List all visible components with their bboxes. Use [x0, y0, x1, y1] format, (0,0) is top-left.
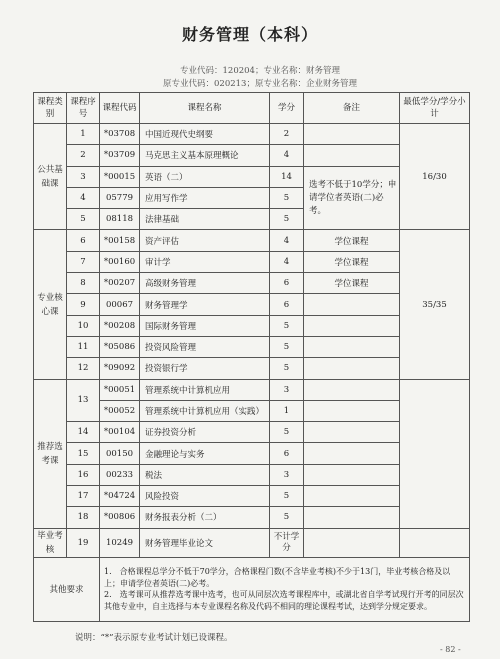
row-name: 应用写作学 [140, 187, 270, 208]
row-name: 马克思主义基本原理概论 [140, 145, 270, 166]
row-name: 风险投资 [140, 486, 270, 507]
row-code: 08118 [100, 209, 140, 230]
row-seq: 6 [67, 230, 100, 251]
row-code: *00207 [100, 273, 140, 294]
row-remark [304, 443, 400, 464]
remark-public: 选考不低于10学分；申请学位者英语(二)必考。 [304, 166, 400, 230]
row-seq: 15 [67, 443, 100, 464]
row-credit: 5 [270, 315, 304, 336]
row-credit: 1 [270, 400, 304, 421]
row-credit: 5 [270, 187, 304, 208]
row-remark [304, 336, 400, 357]
row-seq: 7 [67, 251, 100, 272]
row-code: *03708 [100, 124, 140, 145]
row-credit: 6 [270, 273, 304, 294]
page-number: - 82 - [440, 645, 461, 654]
header-credit: 学分 [270, 93, 304, 124]
requirement-item: 2. 选考课可从推荐选考课中选考，也可从同层次选考课程库中，或湖北省自学考试现行开考的同层次其他专业中，自主选择与本专业课程名称及代码不相同的理论课程考试，达到学分规定要求。 [104, 590, 464, 611]
row-remark [304, 486, 400, 507]
row-name: 中国近现代史纲要 [140, 124, 270, 145]
row-remark: 学位课程 [304, 251, 400, 272]
row-code: 10249 [100, 528, 140, 557]
group-label-public: 公共基础课 [34, 124, 67, 230]
row-seq: 9 [67, 294, 100, 315]
row-code: *04724 [100, 486, 140, 507]
header-seq: 课程序号 [67, 93, 100, 124]
row-seq: 19 [67, 528, 100, 557]
row-credit: 5 [270, 486, 304, 507]
row-credit: 6 [270, 443, 304, 464]
row-code: *00806 [100, 507, 140, 528]
row-seq: 5 [67, 209, 100, 230]
row-remark [304, 528, 400, 557]
header-min-credit: 最低学分/学分小计 [400, 93, 470, 124]
row-seq: 14 [67, 422, 100, 443]
header-category: 课程类别 [34, 93, 67, 124]
requirement-item: 1. 合格课程总学分不低于70学分，合格课程门数(不含毕业考核)不少于13门，毕业考核合格及以上；申请学位者英语(二)必考。 [104, 567, 451, 588]
row-credit: 5 [270, 507, 304, 528]
row-code: *05086 [100, 336, 140, 357]
row-code: *00015 [100, 166, 140, 187]
row-code: 00233 [100, 464, 140, 485]
row-remark [304, 124, 400, 145]
row-seq: 13 [67, 379, 100, 422]
row-seq: 10 [67, 315, 100, 336]
group-label-elective: 推荐选考课 [34, 379, 67, 528]
row-credit: 14 [270, 166, 304, 187]
row-seq: 2 [67, 145, 100, 166]
row-credit: 5 [270, 358, 304, 379]
table-row [34, 230, 470, 251]
row-code: *00208 [100, 315, 140, 336]
row-credit: 4 [270, 251, 304, 272]
row-name: 财务报表分析（二） [140, 507, 270, 528]
row-name: 金融理论与实务 [140, 443, 270, 464]
row-name: 国际财务管理 [140, 315, 270, 336]
row-name: 管理系统中计算机应用 [140, 379, 270, 400]
page-title: 财务管理（本科） [181, 25, 318, 44]
row-credit: 3 [270, 379, 304, 400]
footnote: 说明：“*”表示原专业考试计划已设课程。 [75, 633, 233, 643]
row-code: *03709 [100, 145, 140, 166]
row-seq: 4 [67, 187, 100, 208]
subtotal-graduation [400, 528, 470, 557]
row-credit: 4 [270, 145, 304, 166]
row-remark [304, 464, 400, 485]
row-code: 00150 [100, 443, 140, 464]
original-major-code-line: 原专业代码：020213；原专业名称：企业财务管理 [163, 79, 357, 89]
row-credit: 3 [270, 464, 304, 485]
subtotal-core: 35/35 [400, 230, 470, 379]
row-name: 英语（二） [140, 166, 270, 187]
row-name: 审计学 [140, 251, 270, 272]
row-credit: 4 [270, 230, 304, 251]
row-seq: 11 [67, 336, 100, 357]
row-remark [304, 379, 400, 400]
row-name: 财务管理学 [140, 294, 270, 315]
table-row [34, 124, 470, 145]
major-code-line: 专业代码：120204；专业名称：财务管理 [180, 66, 340, 76]
row-seq: 16 [67, 464, 100, 485]
row-code: *00158 [100, 230, 140, 251]
row-name: 投资银行学 [140, 358, 270, 379]
row-remark [304, 315, 400, 336]
subtotal-elective [400, 379, 470, 528]
table-row [34, 528, 470, 557]
curriculum-table [33, 92, 470, 622]
row-remark [304, 145, 400, 166]
row-name: 法律基础 [140, 209, 270, 230]
row-code: *00160 [100, 251, 140, 272]
table-header-row [34, 93, 470, 124]
row-seq: 12 [67, 358, 100, 379]
table-row [34, 379, 470, 400]
row-credit: 不计学分 [270, 528, 304, 557]
row-seq: 17 [67, 486, 100, 507]
subtotal-public: 16/30 [400, 124, 470, 230]
row-name: 财务管理毕业论文 [140, 528, 270, 557]
other-requirements-label: 其他要求 [34, 557, 100, 621]
row-credit: 5 [270, 209, 304, 230]
row-seq: 3 [67, 166, 100, 187]
row-seq: 1 [67, 124, 100, 145]
row-seq: 18 [67, 507, 100, 528]
row-name: 证券投资分析 [140, 422, 270, 443]
group-label-graduation: 毕业考核 [34, 528, 67, 557]
row-remark [304, 294, 400, 315]
row-code: *00052 [100, 400, 140, 421]
other-requirements-text [100, 557, 470, 621]
row-code: 00067 [100, 294, 140, 315]
row-seq: 8 [67, 273, 100, 294]
row-code: 05779 [100, 187, 140, 208]
row-credit: 2 [270, 124, 304, 145]
row-code: *00104 [100, 422, 140, 443]
row-remark [304, 422, 400, 443]
header-name: 课程名称 [140, 93, 270, 124]
other-requirements-row [34, 557, 470, 621]
row-credit: 6 [270, 294, 304, 315]
row-remark: 学位课程 [304, 273, 400, 294]
row-name: 管理系统中计算机应用（实践） [140, 400, 270, 421]
row-name: 高级财务管理 [140, 273, 270, 294]
header-code: 课程代码 [100, 93, 140, 124]
row-code: *00051 [100, 379, 140, 400]
row-remark [304, 400, 400, 421]
header-remark: 备注 [304, 93, 400, 124]
row-name: 资产评估 [140, 230, 270, 251]
row-name: 投资风险管理 [140, 336, 270, 357]
row-credit: 5 [270, 422, 304, 443]
row-remark [304, 358, 400, 379]
row-name: 税法 [140, 464, 270, 485]
row-remark [304, 507, 400, 528]
row-remark: 学位课程 [304, 230, 400, 251]
row-credit: 5 [270, 336, 304, 357]
group-label-core: 专业核心课 [34, 230, 67, 379]
row-code: *09092 [100, 358, 140, 379]
